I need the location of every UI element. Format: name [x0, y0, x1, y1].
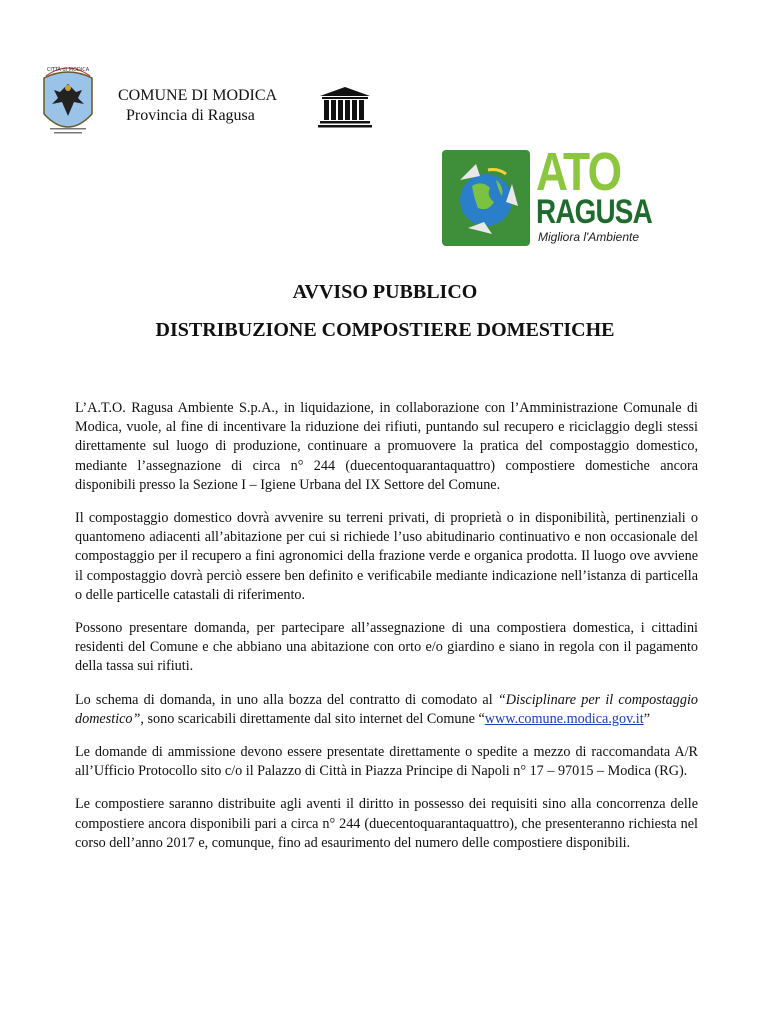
paragraph-4: [75, 691, 698, 729]
paragraph-2: Il compostaggio domestico dovrà avvenire su terreni privati, di proprietà o in disponibilità, pertinenziali o quantomeno adiacenti all’abitazione per cui si richiede l’uso abitudinario continuativo e non occasionale del compostaggio per il recupero a fini agronomici della frazione verde e organica prodotta. Il luogo ove avviene il compostaggio dovrà perciò essere ben definito e verificabile mediante indicazione nell’istanza di particella o delle particelle catastali di riferimento.: [75, 510, 698, 603]
document-subtitle: DISTRIBUZIONE COMPOSTIERE DOMESTICHE: [155, 319, 615, 341]
p4-text-mid: , sono scaricabili direttamente dal sito internet del Comune “: [140, 710, 485, 727]
disciplinare-title: “Disciplinare per il compostaggio domestico”: [75, 691, 698, 727]
paragraph-5: Le domande di ammissione devono essere presentate direttamente o spedite a mezzo di raccomandata A/R all’Ufficio Protocollo sito c/o il Palazzo di Città in Piazza Principe di Napoli n° 17 – 97015 – Modica (RG).: [75, 744, 698, 780]
recycle-globe-icon: [442, 150, 530, 246]
document-title: AVVISO PUBBLICO: [292, 281, 478, 303]
p4-text-post: ”: [643, 710, 650, 727]
notice-body: [75, 399, 698, 867]
provincia-name: Provincia di Ragusa: [126, 107, 255, 124]
crest-label: CITTÀ di MODICA: [46, 67, 90, 73]
paragraph-6: Le compostiere saranno distribuite agli aventi il diritto in possesso dei requisiti sino alla concorrenza delle compostiere ancora disponibili pari a circa n° 244 (duecentoquarantaquattro), che presenteranno richiesta nel corso dell’anno 2017 e, comunque, fino ad esaurimento del numero delle compostiere disponibili.: [75, 796, 698, 851]
ato-ragusa-logo: [442, 142, 652, 246]
comune-website-link[interactable]: www.comune.modica.gov.it: [484, 710, 644, 727]
ato-badge: [442, 150, 530, 246]
ato-tagline: Migliora l'Ambiente: [538, 230, 639, 244]
modica-crest-icon: [36, 62, 100, 142]
unesco-temple-icon: [318, 86, 372, 128]
ato-ragusa-word: RAGUSA: [536, 193, 652, 231]
paragraph-1: L’A.T.O. Ragusa Ambiente S.p.A., in liquidazione, in collaborazione con l’Amministrazione Comunale di Modica, vuole, al fine di incentivare la riduzione dei rifiuti, puntando sul recupero e riciclaggio degli stessi direttamente sul luogo di produzione, continuare a promuovere la pratica del compostaggio domestico, mediante l’assegnazione di circa n° 244 (duecentoquarantaquattro) compostiere domestiche ancora disponibili presso la Sezione I – Igiene Urbana del IX Settore del Comune.: [75, 400, 698, 493]
comune-name: COMUNE DI MODICA: [118, 87, 278, 104]
p4-text-pre: Lo schema di domanda, in uno alla bozza del contratto di comodato al: [75, 691, 498, 708]
ato-word: ATO: [536, 142, 621, 202]
paragraph-3: Possono presentare domanda, per partecipare all’assegnazione di una compostiera domestica, i cittadini residenti del Comune e che abbiano una abitazione con orto e/o giardino e siano in regola con il pagamento della tassa sui rifiuti.: [75, 620, 698, 675]
comune-heading: [118, 86, 277, 126]
